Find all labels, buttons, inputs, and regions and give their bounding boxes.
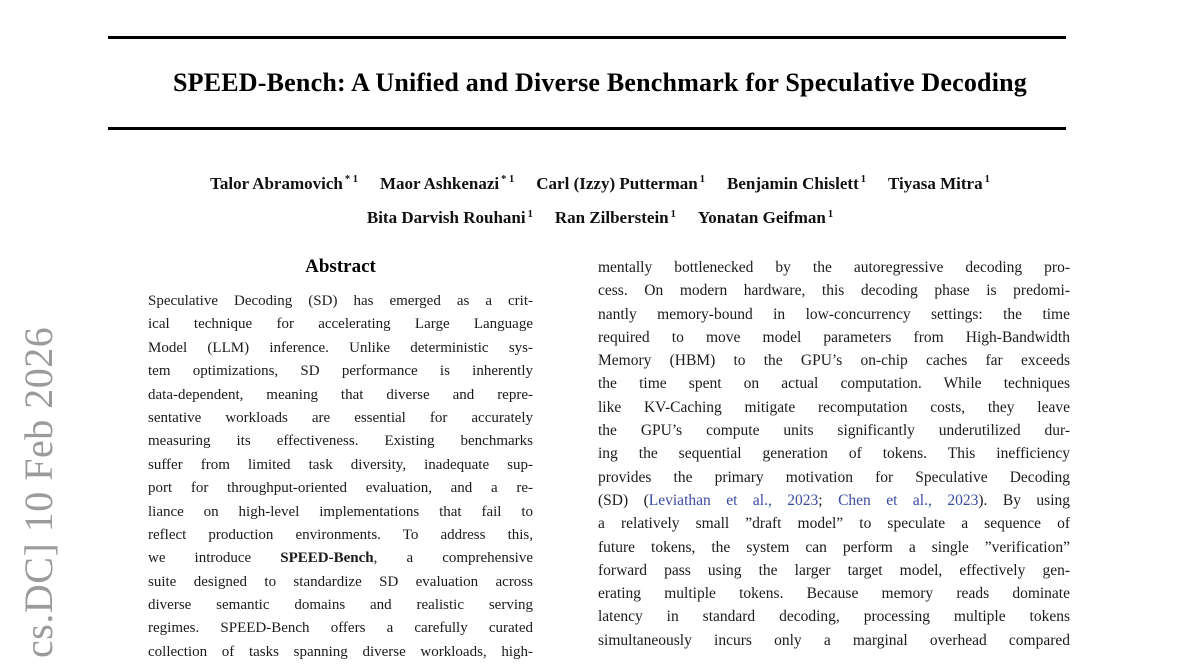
text-line <box>148 290 533 313</box>
text-line <box>598 326 1070 349</box>
text-segment: Model (LLM) inference. Unlike deterministic sys- <box>148 339 533 356</box>
author-affiliation-sup: * 1 <box>344 174 358 185</box>
text-segment: we introduce <box>148 550 281 567</box>
author-name: Yonatan Geifman $^1$ <box>697 208 834 228</box>
author-line-1 <box>0 164 1200 199</box>
author-name: Benjamin Chislett $^1$ <box>726 173 866 193</box>
text-segment: erating multiple tokens. Because memory reads dominate <box>598 585 1070 603</box>
text-segment: suffer from limited task diversity, inadequate sup- <box>148 456 533 473</box>
text-segment: simultaneously incurs only a marginal overhead compared <box>598 631 1070 649</box>
text-line <box>598 536 1070 559</box>
author-affiliation-sup: * 1 <box>501 174 515 185</box>
text-segment: tem optimizations, SD performance is inherently <box>148 363 533 380</box>
text-line <box>148 384 533 407</box>
text-segment: a relatively small ”draft model” to speculate a sequence of <box>598 515 1070 533</box>
arxiv-watermark: cs.DC] 10 Feb 2026 <box>16 326 61 658</box>
text-segment: diverse semantic domains and realistic serving <box>148 597 533 614</box>
text-line <box>148 571 533 594</box>
author-affiliation-sup: 1 <box>827 208 834 220</box>
text-segment: mentally bottlenecked by the autoregressive decoding pro- <box>598 259 1070 276</box>
paper-title: SPEED-Bench: A Unified and Diverse Benchmark for Speculative Decoding <box>172 68 1027 97</box>
text-line <box>598 419 1070 442</box>
text-line <box>598 605 1070 628</box>
text-line <box>148 360 533 383</box>
abstract-column <box>148 255 533 664</box>
author-name: Ran Zilberstein $^1$ <box>554 208 676 228</box>
text-line <box>148 547 533 570</box>
text-line <box>598 442 1070 465</box>
title-rule-top <box>108 36 1066 39</box>
author-affiliation-sup: 1 <box>670 208 676 220</box>
text-line <box>598 559 1070 582</box>
text-segment: suite designed to standardize SD evaluation across <box>148 573 533 590</box>
citation-link[interactable]: Leviathan et al., 2023 <box>648 491 819 509</box>
text-segment: ical technique for accelerating Large Language <box>148 316 533 333</box>
text-line <box>598 466 1070 489</box>
text-line <box>148 477 533 500</box>
text-line <box>598 489 1070 512</box>
text-line <box>148 594 533 617</box>
text-line <box>598 582 1070 605</box>
author-name: Carl (Izzy) Putterman $^1$ <box>536 173 705 193</box>
text-segment: the time spent on actual computation. While techniques <box>598 375 1070 393</box>
text-segment: future tokens, the system can perform a single ”verification” <box>598 538 1070 556</box>
text-segment: the GPU’s compute units significantly underutilized dur- <box>598 422 1070 440</box>
text-line <box>148 617 533 640</box>
text-line <box>148 454 533 477</box>
text-line <box>598 256 1070 279</box>
author-name: Bita Darvish Rouhani $^1$ <box>366 208 533 228</box>
author-affiliation-sup: 1 <box>699 174 705 185</box>
text-line <box>148 407 533 430</box>
text-segment: (SD) ( <box>598 491 649 509</box>
text-segment: like KV-Caching mitigate recomputation costs, they leave <box>598 398 1070 416</box>
author-affiliation-sup: 1 <box>527 208 533 220</box>
abstract-heading: Abstract <box>305 256 376 277</box>
text-segment: forward pass using the larger target model, effectively gen- <box>598 561 1070 579</box>
text-segment: provides the primary motivation for Speculative Decoding <box>598 468 1070 486</box>
text-line <box>598 349 1070 372</box>
text-line <box>598 303 1070 326</box>
text-line <box>148 430 533 453</box>
text-segment: Speculative Decoding (SD) has emerged as a crit- <box>148 293 533 309</box>
citation-link[interactable]: Chen et al., 2023 <box>838 491 979 509</box>
text-line <box>148 641 533 664</box>
text-segment: sentative workloads are essential for accurately <box>148 409 533 426</box>
text-segment: latency in standard decoding, processing multiple tokens <box>598 608 1070 626</box>
text-line <box>598 512 1070 535</box>
text-segment: collection of tasks spanning diverse workloads, high- <box>148 643 533 660</box>
author-name: Maor Ashkenazi $^{* 1}$ <box>379 173 515 193</box>
text-segment: ). By using <box>978 491 1071 509</box>
introduction-body <box>598 256 1070 652</box>
author-name: Talor Abramovich $^{* 1}$ <box>210 173 358 193</box>
text-segment: liance on high-level implementations that fail to <box>148 503 533 520</box>
author-affiliation-sup: 1 <box>860 174 866 185</box>
text-line <box>148 313 533 336</box>
text-segment: measuring its effectiveness. Existing benchmarks <box>148 433 533 450</box>
text-segment: ing the sequential generation of tokens. This inefficiency <box>598 445 1070 463</box>
abstract-body <box>148 290 533 664</box>
text-line <box>598 372 1070 395</box>
text-segment: required to move model parameters from High-Bandwidth <box>598 328 1070 346</box>
text-segment: , a comprehensive <box>373 550 533 567</box>
text-line <box>598 629 1070 652</box>
title-rule-bottom <box>108 127 1066 130</box>
text-segment: cess. On modern hardware, this decoding phase is predomi- <box>598 282 1070 300</box>
text-segment: Memory (HBM) to the GPU’s on-chip caches far exceeds <box>598 352 1070 370</box>
author-block <box>0 164 1200 233</box>
author-name: Tiyasa Mitra $^1$ <box>887 173 990 193</box>
introduction-column <box>598 256 1070 652</box>
text-line <box>148 337 533 360</box>
text-line <box>598 396 1070 419</box>
text-segment: nantly memory-bound in low-concurrency settings: the time <box>598 305 1070 323</box>
text-segment: SPEED-Bench <box>280 550 374 567</box>
text-line <box>148 524 533 547</box>
author-line-2 <box>0 199 1200 234</box>
text-segment: regimes. SPEED-Bench offers a carefully curated <box>148 620 533 637</box>
text-segment: port for throughput-oriented evaluation, and a re- <box>148 480 533 497</box>
text-line <box>598 279 1070 302</box>
author-affiliation-sup: 1 <box>984 174 990 185</box>
text-line <box>148 501 533 524</box>
text-segment: ; <box>818 491 839 509</box>
text-segment: data-dependent, meaning that diverse and repre- <box>148 386 533 403</box>
text-segment: reflect production environments. To address this, <box>148 526 533 543</box>
